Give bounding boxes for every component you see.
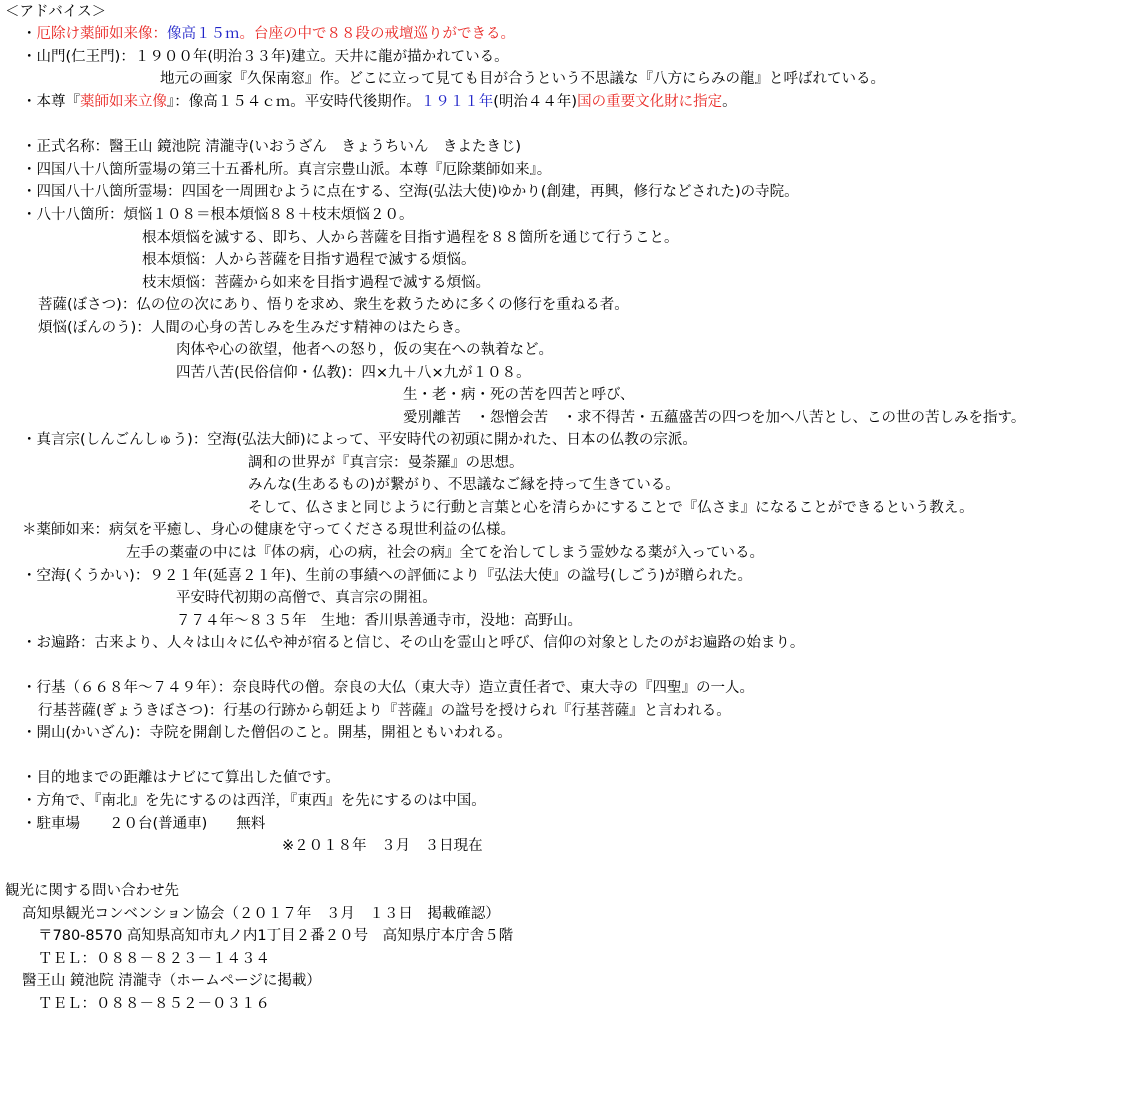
seishiki-line: ・正式名称：醫王山 鏡池院 清瀧寺(いおうざん きょうちいん きよたきじ) — [22, 139, 522, 155]
hachiju-line-2: 根本煩悩を滅する、即ち、人から菩薩を目指す過程を８８箇所を通じて行うこと。 — [142, 230, 679, 246]
honzon-part: 』：像高１５４ｃｍ。平安時代後期作。 — [167, 94, 421, 110]
bonno-line-3: 四苦八苦(民俗信仰・仏教)：四×九＋八×九が１０８。 — [176, 365, 531, 381]
bonno-line-5: 愛別離苦 ・怨憎会苦 ・求不得苦・五蘊盛苦の四つを加へ八苦とし、この世の苦しみを指す。 — [403, 410, 1026, 426]
yakuyoke-title: 厄除け薬師如来像： — [36, 26, 167, 42]
gyoki-line-1: ・行基（６６８年～７４９年）：奈良時代の僧。奈良の大仏（東大寺）造立責任者で、東大寺の『四聖』の一人。 — [22, 680, 754, 696]
shingon-line-4: そして、仏さまと同じように行動と言葉と心を清らかにすることで『仏さま』になることができるという教え。 — [248, 500, 974, 516]
honzon-year: １９１１年 — [420, 94, 494, 110]
contact-org1-name: 高知県観光コンベンション協会（２０１７年 ３月 １３日 掲載確認） — [22, 906, 500, 922]
yakushi-line-2: 左手の薬壷の中には『体の病，心の病，社会の病』全てを治してしまう霊妙なる薬が入っている。 — [126, 545, 764, 561]
kukai-line-1: ・空海(くうかい)：９２１年(延喜２１年)、生前の事績への評価により『弘法大使』の諡号(しごう)が贈られた。 — [22, 568, 752, 584]
contact-org2-tel: ＴＥＬ：０８８－８５２－０３１６ — [38, 996, 270, 1012]
kaizan-line: ・開山(かいざん)：寺院を開創した僧侶のこと。開基，開祖ともいわれる。 — [22, 725, 512, 741]
shingon-line-2: 調和の世界が『真言宗：曼荼羅』の思想。 — [248, 455, 524, 471]
kukai-line-2: 平安時代初期の高僧で、真言宗の開祖。 — [176, 590, 437, 606]
gyoki-line-2: 行基菩薩(ぎょうきぼさつ)：行基の行跡から朝廷より『菩薩』の諡号を授けられ『行基菩薩』と言われる。 — [38, 703, 731, 719]
sanmon-line-1: ・山門(仁王門)：１９００年(明治３３年)建立。天井に龍が描かれている。 — [22, 49, 509, 65]
sanmon-line-2: 地元の画家『久保南窓』作。どこに立って見ても目が合うという不思議な『八方にらみの龍』と呼ばれている。 — [160, 71, 885, 87]
yakuyoke-height: 像高１５ｍ — [167, 26, 240, 42]
hougaku-line: ・方角で、『南北』を先にするのは西洋，『東西』を先にするのは中国。 — [22, 793, 486, 809]
honzon-part: (明治４４年) — [493, 94, 578, 110]
contact-org1-address: 〒780-8570 高知県高知市丸ノ内1丁目２番２０号 高知県庁本庁舎５階 — [38, 928, 514, 944]
shingon-line-1: ・真言宗(しんごんしゅう)：空海(弘法大師)によって、平安時代の初頭に開かれた、日本の仏教の宗派。 — [22, 432, 697, 448]
bullet: ・ — [22, 26, 37, 42]
advice-heading: ＜アドバイス＞ — [5, 4, 107, 20]
bonno-line-4: 生・老・病・死の苦を四苦と呼び、 — [403, 387, 635, 403]
contact-heading: 観光に関する問い合わせ先 — [5, 883, 179, 899]
honzon-line — [22, 92, 737, 112]
honzon-name: 薬師如来立像 — [80, 94, 167, 110]
hachiju-line-1: ・八十八箇所：煩悩１０８＝根本煩悩８８＋枝末煩悩２０。 — [22, 207, 414, 223]
hachiju-line-3: 根本煩悩：人から菩薩を目指す過程で滅する煩悩。 — [142, 252, 476, 268]
contact-org1-tel: ＴＥＬ：０８８－８２３－１４３４ — [38, 951, 270, 967]
honzon-part: ・本尊『 — [22, 94, 80, 110]
as-of-line: ※２０１８年 ３月 ３日現在 — [282, 838, 483, 854]
shikoku-35-line: ・四国八十八箇所霊場の第三十五番札所。真言宗豊山派。本尊『厄除薬師如来』。 — [22, 162, 552, 178]
shikoku-reijo-line: ・四国八十八箇所霊場：四国を一周囲むように点在する、空海(弘法大使)ゆかり(創建，再興，修行などされた)の寺院。 — [22, 184, 799, 200]
parking-line: ・駐車場 ２０台(普通車) 無料 — [22, 816, 266, 832]
kukai-line-3: ７７４年～８３５年 生地：香川県善通寺市，没地：高野山。 — [176, 613, 582, 629]
bonno-line-2: 肉体や心の欲望，他者への怒り，仮の実在への執着など。 — [176, 342, 553, 358]
honzon-part: 。 — [722, 94, 737, 110]
ohenro-line: ・お遍路：古来より、人々は山々に仏や神が宿ると信じ、その山を霊山と呼び、信仰の対象としたのがお遍路の始まり。 — [22, 635, 805, 651]
yakuyoke-kaidan: 。台座の中で８８段の戒壇巡りができる。 — [239, 26, 515, 42]
bonno-line-1: 煩悩(ぼんのう)：人間の心身の苦しみを生みだす精神のはたらき。 — [38, 320, 470, 336]
kyori-line: ・目的地までの距離はナビにて算出した値です。 — [22, 770, 340, 786]
contact-org2-name: 醫王山 鏡池院 清瀧寺（ホームページに掲載） — [22, 973, 321, 989]
shingon-line-3: みんな(生あるもの)が繋がり、不思議なご縁を持って生きている。 — [248, 477, 680, 493]
yakuyoke-line — [22, 24, 515, 44]
honzon-designation: 国の重要文化財に指定 — [577, 94, 723, 110]
yakushi-line-1: ＊薬師如来：病気を平癒し、身心の健康を守ってくださる現世利益の仏様。 — [22, 522, 515, 538]
hachiju-line-4: 枝末煩悩：菩薩から如来を目指す過程で滅する煩悩。 — [142, 275, 490, 291]
bosatsu-line: 菩薩(ぼさつ)：仏の位の次にあり、悟りを求め、衆生を救うために多くの修行を重ねる者。 — [38, 297, 629, 313]
